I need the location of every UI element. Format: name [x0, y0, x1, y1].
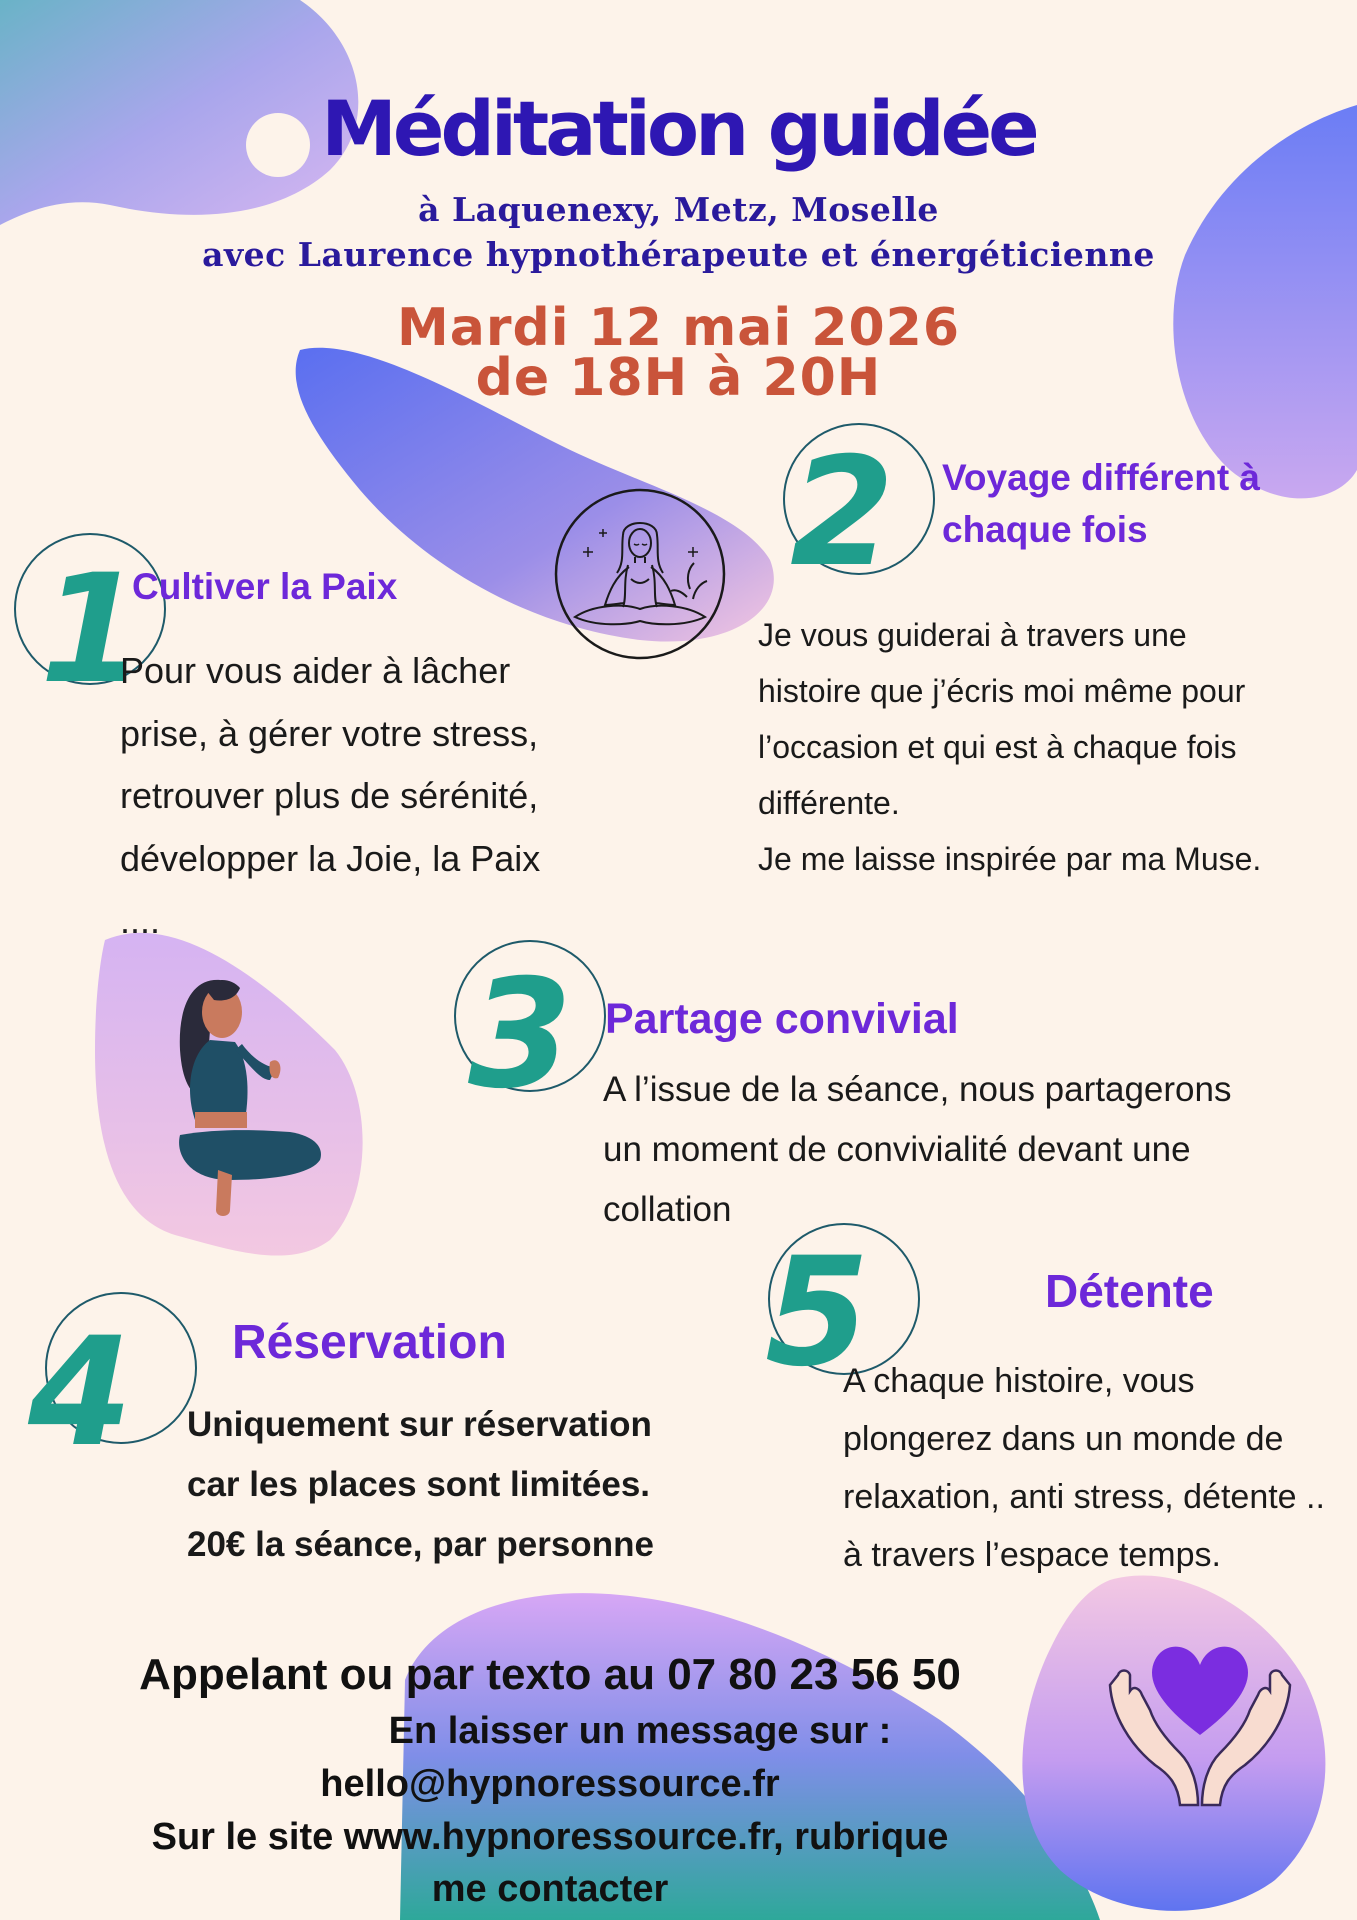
text-line: prise, à gérer votre stress,	[120, 712, 539, 754]
section-4-text	[187, 1395, 654, 1575]
meditation-line-icon	[553, 487, 728, 662]
page-title: Méditation guidée	[321, 84, 1036, 173]
text-line: A l’issue de la séance, nous partagerons	[603, 1070, 1232, 1109]
text-line: Je vous guiderai à travers une	[758, 617, 1187, 653]
text-line: 20€ la séance, par personne	[187, 1525, 654, 1564]
contact-website: Sur le site www.hypnoressource.fr, rubrique	[151, 1816, 949, 1858]
location-line: à Laquenexy, Metz, Moselle	[418, 190, 939, 229]
text-line: relaxation, anti stress, détente ..	[843, 1478, 1325, 1516]
heading-line: chaque fois	[942, 509, 1148, 550]
section-4-number: 4	[28, 1306, 133, 1480]
section-2-number: 2	[790, 426, 895, 600]
text-line: à travers l’espace temps.	[843, 1536, 1221, 1574]
text-line: Uniquement sur réservation	[187, 1405, 652, 1444]
host-line: avec Laurence hypnothérapeute et énergéticienne	[202, 235, 1155, 274]
event-time: de 18H à 20H	[475, 348, 882, 408]
text-line: un moment de convivialité devant une	[603, 1130, 1191, 1169]
section-5-number: 5	[765, 1226, 870, 1400]
section-3-text	[603, 1060, 1231, 1240]
section-2-heading	[942, 452, 1260, 556]
section-5-text	[843, 1352, 1325, 1584]
text-line: l’occasion et qui est à chaque fois	[758, 729, 1237, 765]
contact-phone: Appelant ou par texto au 07 80 23 56 50	[139, 1650, 961, 1699]
text-line: Je me laisse inspirée par ma Muse.	[758, 841, 1262, 877]
section-1-text	[120, 640, 540, 953]
text-line: ....	[120, 900, 161, 941]
text-line: histoire que j’écris moi même pour	[758, 673, 1246, 709]
text-line: retrouver plus de sérénité,	[120, 775, 539, 816]
text-line: plongerez dans un monde de	[843, 1420, 1284, 1458]
section-2-text	[758, 607, 1261, 887]
text-line: car les places sont limitées.	[187, 1465, 651, 1504]
contact-website-2: me contacter	[431, 1868, 669, 1910]
heading-line: Voyage différent à	[942, 457, 1261, 498]
text-line: Pour vous aider à lâcher	[120, 650, 511, 691]
text-line: différente.	[758, 785, 900, 821]
text-line: développer la Joie, la Paix	[120, 837, 541, 879]
section-4-heading: Réservation	[232, 1316, 507, 1369]
text-line: A chaque histoire, vous	[843, 1362, 1195, 1400]
section-3-number: 3	[468, 948, 573, 1122]
section-1-heading: Cultiver la Paix	[132, 566, 398, 607]
section-3-heading: Partage convivial	[605, 995, 959, 1043]
seated-woman-illustration	[150, 970, 350, 1230]
text-line: collation	[603, 1190, 732, 1229]
event-date: Mardi 12 mai 2026	[396, 298, 961, 358]
contact-message: En laisser un message sur :	[388, 1710, 892, 1752]
section-5-heading: Détente	[1045, 1265, 1214, 1317]
contact-email: hello@hypnoressource.fr	[320, 1763, 780, 1805]
section-1-number: 1	[40, 543, 145, 717]
